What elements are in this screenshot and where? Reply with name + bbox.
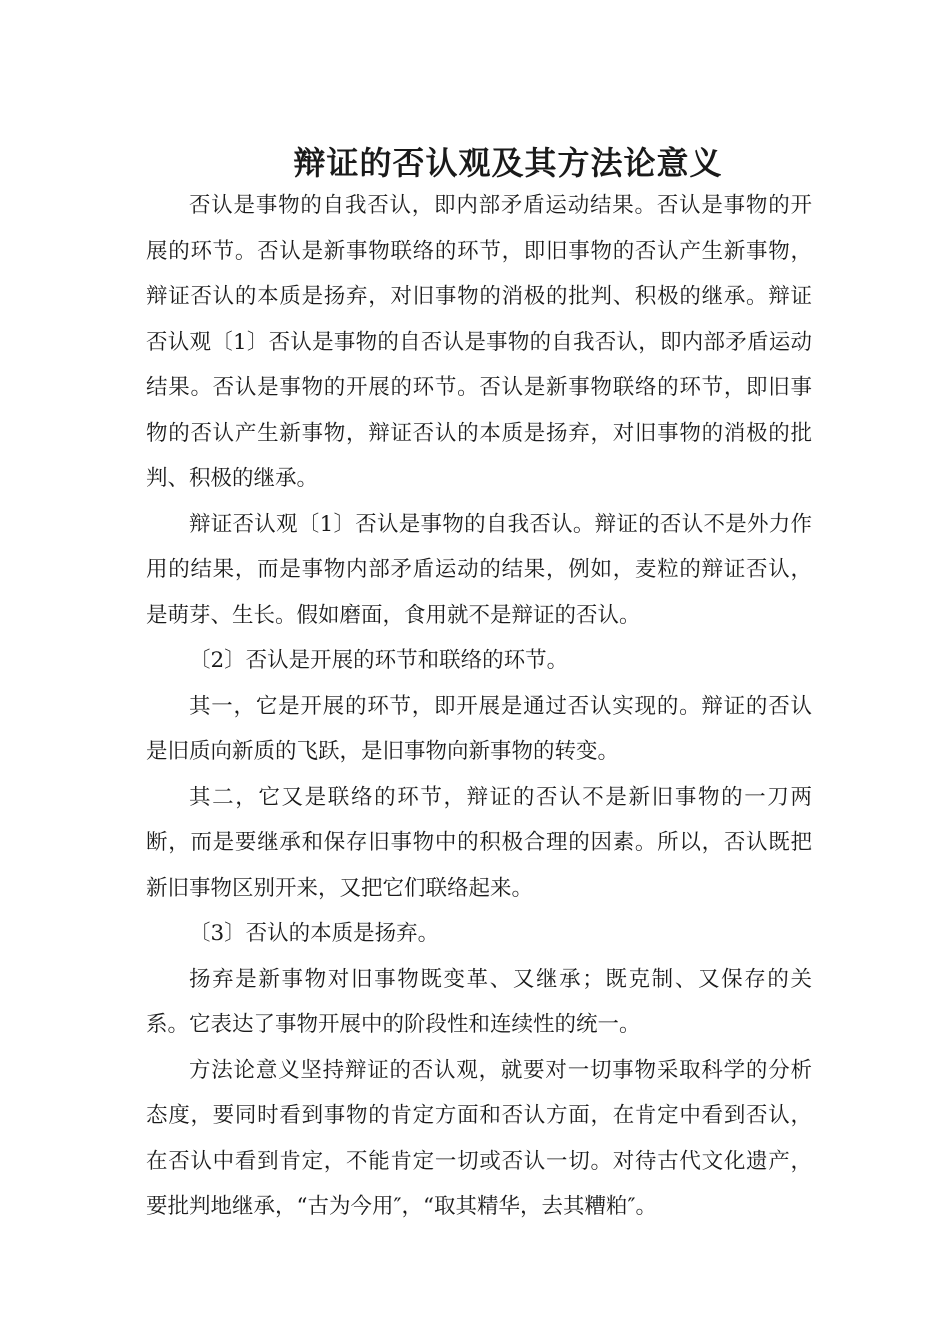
document-title: 辩证的否认观及其方法论意义	[293, 144, 723, 183]
document-body	[146, 183, 812, 1230]
paragraph-4: 其一，它是开展的环节，即开展是通过否认实现的。辩证的否认是旧质向新质的飞跃，是旧事物向新事物的转变。	[146, 693, 812, 764]
paragraph-7: 扬弃是新事物对旧事物既变革、又继承；既克制、又保存的关系。它表达了事物开展中的阶段性和连续性的统一。	[146, 966, 812, 1037]
paragraph-3: 〔2〕否认是开展的环节和联络的环节。	[189, 648, 569, 673]
paragraph-2: 辩证否认观〔1〕否认是事物的自我否认。辩证的否认不是外力作用的结果，而是事物内部矛盾运动的结果，例如，麦粒的辩证否认，是萌芽、生长。假如磨面，食用就不是辩证的否认。	[146, 511, 812, 628]
paragraph-6: 〔3〕否认的本质是扬弃。	[189, 921, 440, 946]
paragraph-5: 其二，它又是联络的环节，辩证的否认不是新旧事物的一刀两断，而是要继承和保存旧事物中的积极合理的因素。所以，否认既把新旧事物区别开来，又把它们联络起来。	[146, 784, 812, 901]
paragraph-8: 方法论意义坚持辩证的否认观，就要对一切事物采取科学的分析态度，要同时看到事物的肯定方面和否认方面，在肯定中看到否认，在否认中看到肯定，不能肯定一切或否认一切。对待古代文化遗产，要批判地继承，“古为今用″，“取其精华，去其糟粕″。	[146, 1057, 812, 1219]
paragraph-1: 否认是事物的自我否认，即内部矛盾运动结果。否认是事物的开展的环节。否认是新事物联络的环节，即旧事物的否认产生新事物，辩证否认的本质是扬弃，对旧事物的消极的批判、积极的继承。辩证否认观〔1〕否认是事物的自否认是事物的自我否认，即内部矛盾运动结果。否认是事物的开展的环节。否认是新事物联络的环节，即旧事物的否认产生新事物，辩证否认的本质是扬弃，对旧事物的消极的批判、积极的继承。	[146, 193, 812, 491]
